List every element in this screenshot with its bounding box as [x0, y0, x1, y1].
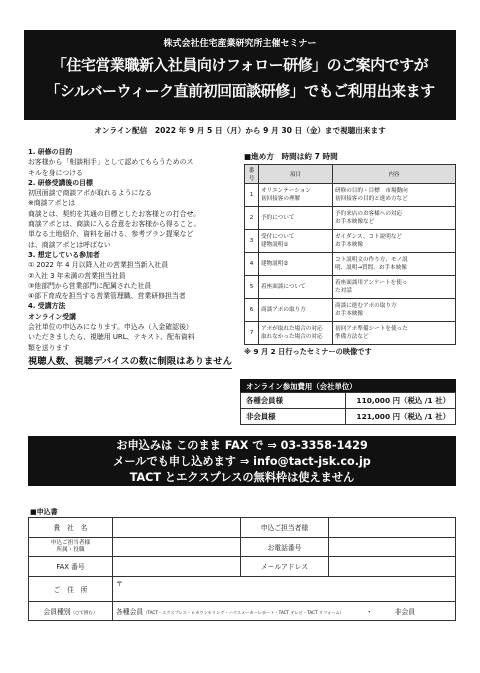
member-sep: ・	[365, 607, 373, 616]
fee-row	[241, 393, 456, 409]
email-line: メールでも申し込めます ⇒ info@tact-jsk.co.jp	[113, 455, 371, 468]
section-heading: オンライン受講	[28, 312, 77, 321]
section-heading: 3. 想定している参加者	[28, 250, 100, 259]
program-row	[245, 299, 456, 322]
program-row	[245, 253, 456, 276]
fee-section	[240, 379, 456, 425]
program-row	[245, 322, 456, 345]
program-content: 予約来店のお客様への対応 お手本映像など	[333, 207, 456, 230]
title-line-2: 「シルバーウィーク直前初回面談研修」でもご利用出来ます	[45, 82, 435, 100]
phone-field[interactable]	[329, 537, 456, 557]
detail-line: ③他部門から営業部門に配属された社員	[28, 281, 152, 290]
detail-line: 単なる土地紹介、資料を届ける、参考プラン提案など	[28, 230, 194, 239]
free-slot-note: TACT とエクスプレスの無料枠は使えません	[129, 471, 355, 484]
detail-line: ① 2022 年 4 月以降入社の営業担当新入社員	[28, 261, 169, 270]
program-header-row	[245, 165, 456, 184]
program-content: コト説明文の作り方、モノ説 明、説明→質問、お手本映像	[333, 253, 456, 276]
member-type-field[interactable]	[113, 601, 456, 621]
address-label: ご 住 所	[29, 576, 113, 601]
program-row	[245, 276, 456, 299]
detail-line: お客様から「相談相手」として認めてもらうためのス	[28, 158, 194, 167]
program-row	[245, 207, 456, 230]
section-heading: 1. 研修の目的	[28, 148, 73, 156]
fee-title: オンライン参加費用（会社単位）	[240, 379, 456, 392]
form-row	[29, 518, 456, 538]
program-content: 商談に進むアポの取り方 お手本映像	[333, 299, 456, 322]
dept-field[interactable]	[113, 537, 241, 557]
detail-line: 初回面談で商談アポが取れるようになる	[28, 189, 153, 198]
member-type-label	[29, 601, 113, 621]
person-field[interactable]	[329, 518, 456, 538]
fee-row	[241, 409, 456, 425]
detail-line: は、商談アポとは呼ばない	[28, 240, 111, 249]
program-content: ガイダンス、コト説明など お手本映像	[333, 230, 456, 253]
form-row	[29, 557, 456, 577]
program-item: 着座面談について	[259, 276, 333, 299]
program-table	[244, 164, 456, 345]
person-label: 申込ご担当者様	[241, 518, 329, 538]
fee-value: 121,000 円（税込 /1 社）	[346, 409, 456, 425]
postal-mark: 〒	[116, 579, 123, 588]
program-num: 5	[245, 276, 259, 299]
program-num: 2	[245, 207, 259, 230]
header-item: 項目	[259, 165, 333, 184]
schedule-text: オンライン配信 2022 年 9 月 5 日（月）から 9 月 30 日（金）まで視聴出来ます	[94, 126, 386, 135]
seminar-details	[28, 147, 238, 369]
form-row	[29, 601, 456, 621]
detail-line: 商談とは、契約を共通の目標としたお客様との打合せ。	[28, 209, 201, 218]
program-item: オリエンテーション 初回接客の理解	[259, 184, 333, 207]
detail-line: 商談アポとは、商談に入る合意をお客様から得ること。	[28, 220, 201, 229]
member-option-members[interactable]: 各種会員	[116, 607, 144, 616]
fax-label: FAX 番号	[29, 557, 113, 577]
program-num: 1	[245, 184, 259, 207]
program-num: 6	[245, 299, 259, 322]
program-item: 建物説明②	[259, 253, 333, 276]
program-section	[244, 151, 456, 357]
program-note: ※ 9 月 2 日行ったセミナーの映像です	[244, 347, 372, 356]
program-num: 3	[245, 230, 259, 253]
header-banner	[24, 30, 456, 120]
email-field[interactable]	[329, 557, 456, 577]
fee-value: 110,000 円（税込 /1 社）	[346, 393, 456, 409]
detail-line: いただきましたら、視聴用 URL、テキスト、配布資料	[28, 333, 195, 342]
program-content: 研修の目的・目標 市場動向 初回接客の目的と進め方など	[333, 184, 456, 207]
member-options	[116, 608, 415, 616]
company-field[interactable]	[113, 518, 241, 538]
dept-label: 申込ご担当者様 所属・役職	[29, 537, 113, 557]
detail-line: ※商談アポとは	[28, 199, 76, 208]
header-num: 番号	[245, 165, 259, 184]
address-field[interactable]	[113, 576, 456, 601]
program-row	[245, 184, 456, 207]
application-title: ■申込書	[30, 508, 58, 516]
details-lines	[28, 147, 238, 353]
detail-line: ④部下育成を担当する営業管理職、営業研修担当者	[28, 292, 186, 301]
section-heading: 4. 受講方法	[28, 302, 66, 311]
fax-field[interactable]	[113, 557, 241, 577]
program-item: 予約について	[259, 207, 333, 230]
program-item: 受付について 建物説明①	[259, 230, 333, 253]
fee-label: 各種会員様	[241, 393, 346, 409]
header-content: 内容	[333, 165, 456, 184]
fee-table	[240, 392, 456, 425]
section-heading: 2. 研修受講後の目標	[28, 178, 93, 187]
fee-label: 非会員様	[241, 409, 346, 425]
fax-line: お申込みは このまま FAX で ⇒ 03-3358-1429	[116, 439, 368, 452]
member-option-nonmember[interactable]: 非会員	[394, 607, 416, 616]
member-type-hint: （○で囲む）	[70, 610, 98, 616]
form-row	[29, 537, 456, 557]
application-form	[28, 517, 456, 621]
detail-line: 類を送ります	[28, 343, 70, 352]
program-item: アポが取れた場合の対応 取れなかった場合の対応	[259, 322, 333, 345]
form-row	[29, 576, 456, 601]
program-content: 初回アポ準備シートを使った 準備方法など	[333, 322, 456, 345]
detail-line: キルを身につける	[28, 168, 83, 177]
program-content: 着座面談用アンケートを使っ た対話	[333, 276, 456, 299]
member-type-label-text: 会員種別	[43, 607, 71, 616]
detail-line: ②入社 3 年未満の営業担当社員	[28, 271, 126, 280]
organizer-text: 株式会社住宅産業研究所主催セミナー	[163, 39, 317, 49]
program-row	[245, 230, 456, 253]
company-label: 貴 社 名	[29, 518, 113, 538]
program-item: 商談アポの取り方	[259, 299, 333, 322]
detail-line: 会社単位の申込みになります。申込み（入金確認後）	[28, 323, 193, 332]
program-num: 7	[245, 322, 259, 345]
title-line-1: 「住宅営業職新入社員向けフォロー研修」のご案内ですが	[51, 56, 429, 74]
program-num: 4	[245, 253, 259, 276]
phone-label: お電話番号	[241, 537, 329, 557]
emphasis-text: 視聴人数、視聴デバイスの数に制限はありません	[28, 355, 232, 367]
member-option-detail: （TACT・エクスプレス・ｅカウンセリング・ハウスメーカーレポート・TACT テレビ・TACT リフォーム）	[143, 609, 344, 615]
program-title: ■進め方 時間は約 7 時間	[244, 152, 338, 161]
fax-banner	[28, 436, 456, 486]
email-label: メールアドレス	[241, 557, 329, 577]
